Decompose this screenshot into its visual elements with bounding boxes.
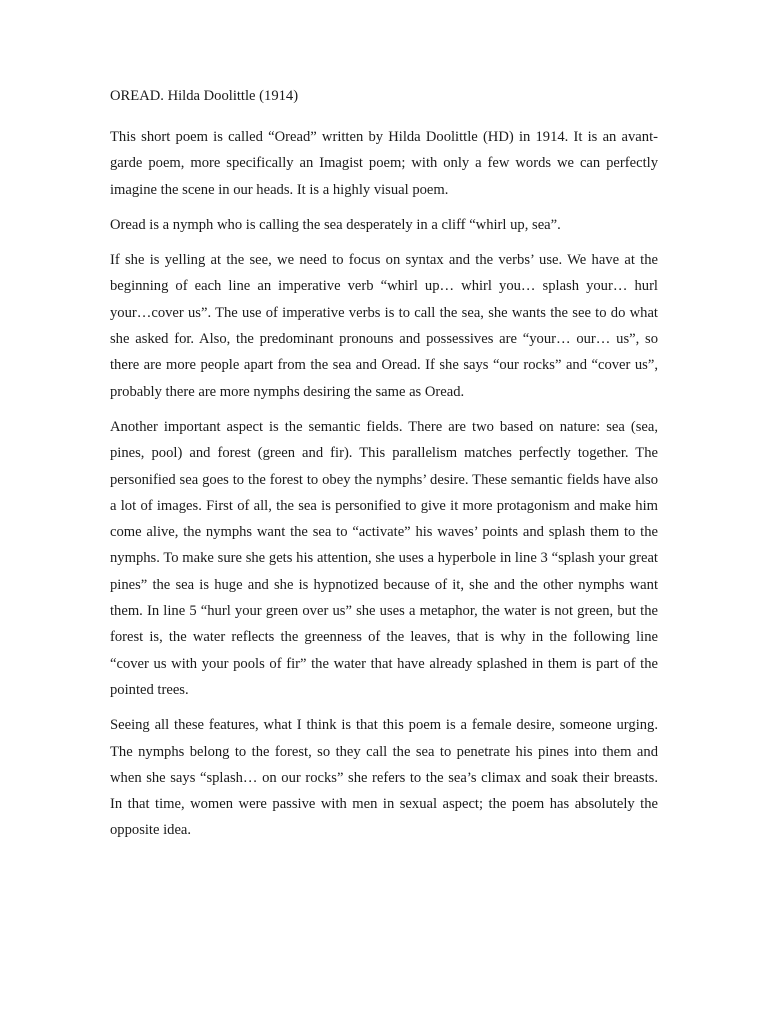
paragraph-intro: This short poem is called “Oread” written by Hilda Doolittle (HD) in 1914. It is an avant-garde poem, more specifically an Imagist poem; with only a few words we can perfectly imagine the scene in our heads. It is a highly visual poem. [110,129,658,198]
paragraph-oread-definition: Oread is a nymph who is calling the sea desperately in a cliff “whirl up, sea”. [110,216,561,233]
paragraph-conclusion: Seeing all these features, what I think is that this poem is a female desire, someone urging. The nymphs belong to the forest, so they call the sea to penetrate his pines into them and when she says “splash… on our rocks” she refers to the sea’s climax and soak their breasts. In that time, women were passive with men in sexual aspect; the poem has absolutely the opposite idea. [110,717,658,839]
paragraph-syntax: If she is yelling at the see, we need to focus on syntax and the verbs’ use. We have at the beginning of each line an imperative verb “whirl up… whirl you… splash your… hurl your…cover us”. The use of imperative verbs is to call the sea, she wants the see to do what she asked for. Also, the predominant pronouns and possessives are “your… our… us”, so there are more people apart from the sea and Oread. If she says “our rocks” and “cover us”, probably there are more nymphs desiring the same as Oread. [110,252,658,400]
document-title: OREAD. Hilda Doolittle (1914) [110,88,299,104]
paragraph-semantic-fields: Another important aspect is the semantic fields. There are two based on nature: sea (sea, pines, pool) and forest (green and fir). This parallelism matches perfectly together. The personified sea goes to the forest to obey the nymphs’ desire. These semantic fields have also a lot of images. First of all, the sea is personified to give it more protagonism and make him come alive, the nymphs want the sea to “activate” his waves’ points and splash them to the nymphs. To make sure she gets his attention, she uses a hyperbole in line 3 “splash your great pines” the sea is huge and she is hypnotized because of it, she and the other nymphs want them. In line 5 “hurl your green over us” she uses a metaphor, the water is not green, but the forest is, the water reflects the greenness of the leaves, that is why in the following line “cover us with your pools of fir” the water that have already splashed in them is part of the pointed trees. [110,418,658,698]
